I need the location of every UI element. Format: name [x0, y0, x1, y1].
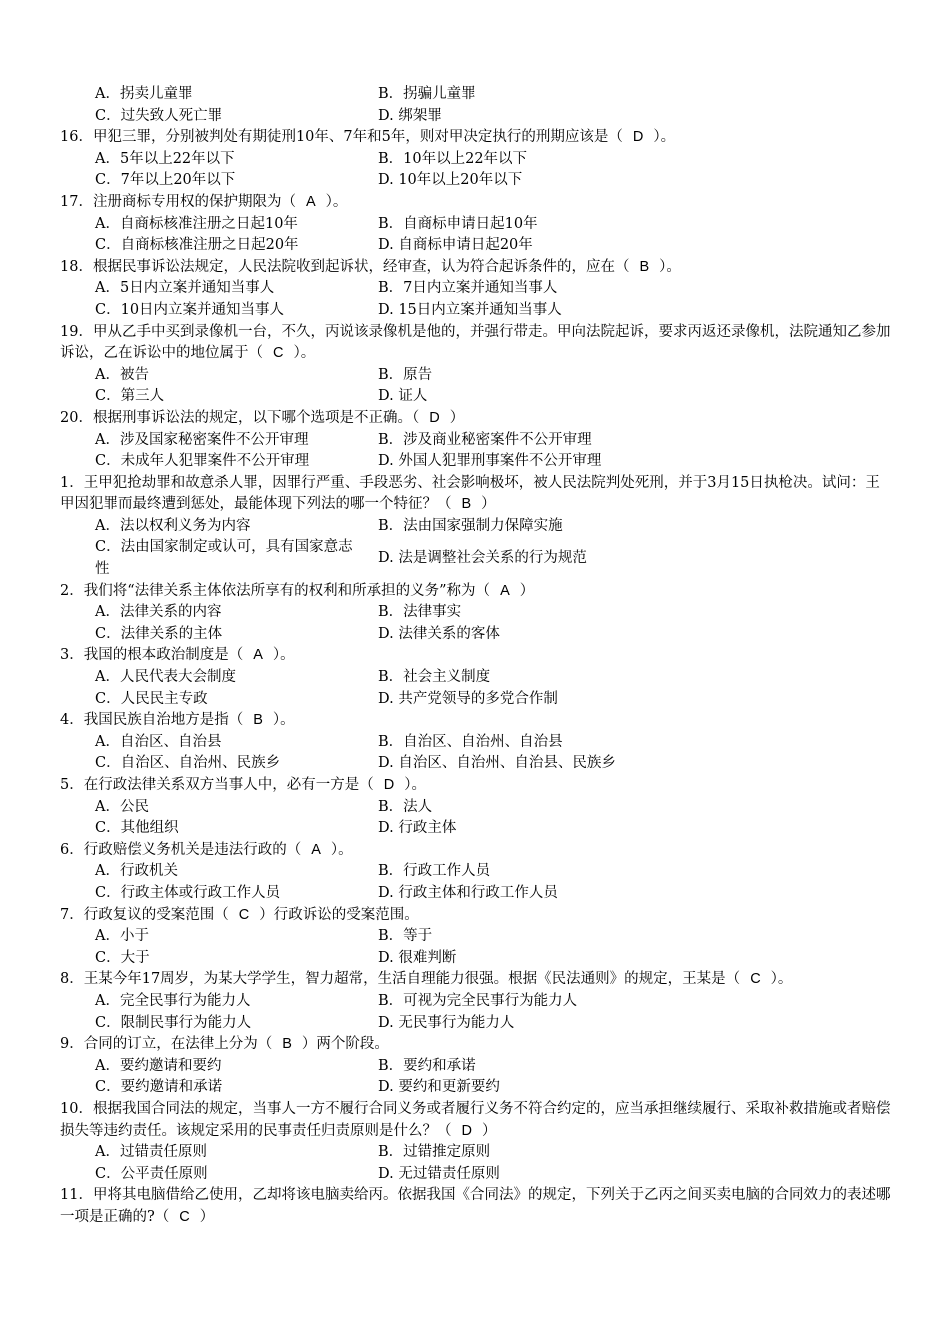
option-b: B．自治区、自治州、自治县	[378, 733, 563, 750]
question-text: 根据刑事诉讼法的规定，以下哪个选项是不正确。（	[92, 409, 420, 426]
options-q9	[95, 1056, 892, 1099]
question-text-end: ）	[199, 1208, 215, 1225]
option-c: C．其他组织	[95, 820, 179, 837]
option-b: B．过错推定原则	[378, 1144, 491, 1161]
question-18	[60, 257, 892, 279]
question-number: 1．	[60, 474, 84, 491]
option-d: D. 法是调整社会关系的行为规范	[378, 550, 587, 567]
question-20	[60, 408, 892, 430]
option-b: B．自商标申请日起10年	[378, 215, 538, 232]
options-q4	[95, 732, 892, 775]
question-16	[60, 127, 892, 149]
question-number: 7．	[60, 906, 84, 923]
options-q15	[95, 84, 892, 127]
answer: B	[639, 258, 650, 275]
option-d: D. 绑架罪	[378, 107, 442, 124]
question-text-end: ）。	[272, 647, 295, 664]
question-number: 10．	[60, 1100, 93, 1117]
question-8	[60, 969, 892, 991]
option-a: A．人民代表大会制度	[95, 669, 236, 686]
answer: A	[311, 841, 321, 858]
option-b: B．10年以上22年以下	[378, 150, 528, 167]
option-d: D. 法律关系的客体	[378, 625, 500, 642]
question-number: 17．	[60, 193, 93, 210]
question-number: 2．	[60, 582, 84, 599]
question-text: 行政复议的受案范围（	[83, 906, 229, 923]
question-text-end: ）	[449, 409, 465, 426]
options-q5	[95, 797, 892, 840]
option-c: C．法由国家制定或认可，具有国家意志性	[95, 539, 353, 578]
option-b: B．可视为完全民事行为能力人	[378, 992, 578, 1009]
option-a: A．法以权利义务为内容	[95, 517, 251, 534]
option-c: C．人民民主专政	[95, 690, 208, 707]
question-text-end: ）	[481, 496, 496, 513]
options-q20	[95, 430, 892, 473]
answer: C	[179, 1208, 190, 1225]
option-b: B．涉及商业秘密案件不公开审理	[378, 431, 592, 448]
question-9	[60, 1034, 892, 1056]
option-c: C．7年以上20年以下	[95, 172, 236, 189]
option-b: B．法律事实	[378, 604, 462, 621]
option-a: A．5年以上22年以下	[95, 150, 235, 167]
option-c: C．过失致人死亡罪	[95, 107, 223, 124]
option-c: C．10日内立案并通知当事人	[95, 301, 285, 318]
question-text: 我国的根本政治制度是（	[83, 647, 244, 664]
option-b: B．要约和承诺	[378, 1057, 476, 1074]
option-a: A．法律关系的内容	[95, 604, 222, 621]
question-text-end: ）	[519, 582, 535, 599]
question-text-end: ）。	[659, 258, 681, 275]
option-b: B．法由国家强制力保障实施	[378, 517, 563, 534]
option-a: A．要约邀请和要约	[95, 1057, 222, 1074]
question-text: 我国民族自治地方是指（	[83, 712, 244, 729]
answer: A	[253, 647, 263, 664]
option-d: D. 共产党领导的多党合作制	[378, 690, 558, 707]
question-number: 3．	[60, 647, 84, 664]
answer: C	[238, 906, 250, 923]
question-text: 注册商标专用权的保护期限为（	[92, 193, 296, 210]
option-c: C．第三人	[95, 388, 165, 405]
option-a: A．行政机关	[95, 863, 178, 880]
question-10	[60, 1099, 892, 1142]
question-1	[60, 473, 892, 516]
options-q18	[95, 278, 892, 321]
question-7	[60, 905, 892, 927]
question-6	[60, 840, 892, 862]
question-text-end: ）	[481, 1122, 497, 1139]
question-text: 甲将其电脑借给乙使用，乙却将该电脑卖给丙。依据我国《合同法》的规定，下列关于乙丙之间买卖电脑的合同效力的表述哪一项是正确的?（	[60, 1187, 891, 1225]
option-d: D. 自治区、自治州、自治县、民族乡	[378, 755, 616, 772]
option-a: A．公民	[95, 798, 149, 815]
question-number: 20．	[60, 409, 93, 426]
options-q10	[95, 1142, 892, 1185]
question-text: 甲犯三罪，分别被判处有期徒刑10年、7年和5年，则对甲决定执行的刑期应该是（	[92, 129, 623, 146]
question-number: 18．	[60, 258, 93, 275]
question-text-end: ）。	[770, 971, 793, 988]
question-text-end: ）两个阶段。	[301, 1036, 389, 1053]
options-q16	[95, 149, 892, 192]
question-17	[60, 192, 892, 214]
question-text-end: ）。	[330, 841, 353, 858]
option-d: D. 行政主体	[378, 820, 457, 837]
option-d: D. 行政主体和行政工作人员	[378, 884, 558, 901]
option-a: A．自商标核准注册之日起10年	[95, 215, 298, 232]
answer: D	[461, 1122, 472, 1139]
question-number: 8．	[60, 971, 84, 988]
option-a: A．被告	[95, 366, 149, 383]
answer: D	[383, 777, 395, 793]
option-c: C．要约邀请和承诺	[95, 1079, 223, 1096]
options-q6	[95, 861, 892, 904]
options-q19	[95, 365, 892, 408]
options-q8	[95, 991, 892, 1034]
option-a: A．拐卖儿童罪	[95, 86, 193, 102]
option-c: C．大于	[95, 949, 150, 966]
option-d: D. 无过错责任原则	[378, 1165, 500, 1182]
question-text: 根据民事诉讼法规定，人民法院收到起诉状，经审查，认为符合起诉条件的，应在（	[92, 258, 630, 275]
question-number: 16．	[60, 129, 93, 146]
answer: B	[461, 496, 472, 513]
option-a: A．涉及国家秘密案件不公开审理	[95, 431, 309, 448]
question-3	[60, 645, 892, 667]
question-number: 11．	[60, 1187, 93, 1204]
question-number: 19．	[60, 323, 93, 340]
option-c: C．限制民事行为能力人	[95, 1014, 252, 1031]
question-5	[60, 775, 892, 797]
option-a: A．完全民事行为能力人	[95, 992, 251, 1009]
option-b: B．行政工作人员	[378, 863, 491, 880]
exam-document	[60, 84, 892, 1228]
answer: B	[253, 712, 263, 729]
question-text: 根据我国合同法的规定，当事人一方不履行合同义务或者履行义务不符合约定的，应当承担继续履行、采取补救措施或者赔偿损失等违约责任。该规定采用的民事责任归责原则是什么？（	[60, 1100, 891, 1139]
option-d: D. 证人	[378, 388, 428, 405]
question-text-end: ）行政诉讼的受案范围。	[259, 906, 419, 923]
option-a: A．过错责任原则	[95, 1144, 207, 1161]
option-b: B．法人	[378, 798, 433, 815]
question-text-end: ）。	[404, 777, 426, 793]
option-d: D. 15日内立案并通知当事人	[378, 301, 562, 318]
question-text-end: ）。	[653, 129, 676, 146]
option-b: B．7日内立案并通知当事人	[378, 280, 558, 297]
question-19	[60, 322, 892, 365]
answer: A	[500, 582, 510, 599]
option-c: C．行政主体或行政工作人员	[95, 884, 281, 901]
question-text: 合同的订立，在法律上分为（	[83, 1036, 273, 1053]
question-number: 9．	[60, 1036, 84, 1053]
question-number: 6．	[60, 841, 84, 858]
question-text: 我们将“法律关系主体依法所享有的权利和所承担的义务”称为（	[83, 582, 491, 599]
option-c: C．自商标核准注册之日起20年	[95, 237, 299, 254]
question-text: 王某今年17周岁，为某大学学生，智力超常，生活自理能力很强。根据《民法通则》的规定，王某是（	[83, 971, 741, 988]
options-q2	[95, 602, 892, 645]
option-b: B．原告	[378, 366, 433, 383]
question-text: 行政赔偿义务机关是违法行政的（	[83, 841, 302, 858]
option-d: D. 外国人犯罪刑事案件不公开审理	[378, 453, 602, 470]
question-text-end: ）。	[325, 193, 348, 210]
question-text: 甲从乙手中买到录像机一台，不久，丙说该录像机是他的，并强行带走。甲向法院起诉，要求丙返还录像机，法院通知乙参加诉讼，乙在诉讼中的地位属于（	[60, 323, 891, 362]
question-4	[60, 710, 892, 732]
answer: A	[305, 193, 316, 210]
question-2	[60, 581, 892, 603]
option-c: C．法律关系的主体	[95, 625, 223, 642]
question-number: 4．	[60, 712, 84, 729]
answer: C	[750, 971, 761, 988]
options-q7	[95, 926, 892, 969]
options-q1	[95, 516, 892, 581]
option-a: A．小于	[95, 928, 149, 945]
question-text-end: ）。	[272, 712, 295, 729]
option-c: C．公平责任原则	[95, 1165, 208, 1182]
option-c: C．自治区、自治州、民族乡	[95, 755, 281, 772]
question-number: 5．	[60, 777, 84, 793]
question-text: 王甲犯抢劫罪和故意杀人罪，因罪行严重、手段恶劣、社会影响极坏，被人民法院判处死刑，并于3月15日执枪决。试问：王甲因犯罪而最终遭到惩处，最能体现下列法的哪一个特征？（	[60, 474, 880, 513]
option-a: A．自治区、自治县	[95, 733, 222, 750]
answer: D	[429, 409, 440, 426]
option-d: D. 很难判断	[378, 949, 457, 966]
option-c: C．未成年人犯罪案件不公开审理	[95, 453, 310, 470]
option-b: B．等于	[378, 928, 433, 945]
option-b: B．拐骗儿童罪	[378, 86, 476, 102]
question-11	[60, 1185, 892, 1228]
option-d: D. 10年以上20年以下	[378, 172, 523, 189]
option-b: B．社会主义制度	[378, 669, 491, 686]
options-q3	[95, 667, 892, 710]
answer: D	[632, 129, 644, 146]
question-text: 在行政法律关系双方当事人中，必有一方是（	[83, 777, 374, 793]
options-q17	[95, 214, 892, 257]
option-a: A．5日内立案并通知当事人	[95, 280, 275, 297]
option-d: D. 要约和更新要约	[378, 1079, 500, 1096]
answer: B	[282, 1036, 292, 1053]
option-d: D. 自商标申请日起20年	[378, 237, 533, 254]
option-d: D. 无民事行为能力人	[378, 1014, 515, 1031]
question-text-end: ）。	[293, 345, 316, 362]
answer: C	[273, 345, 284, 362]
